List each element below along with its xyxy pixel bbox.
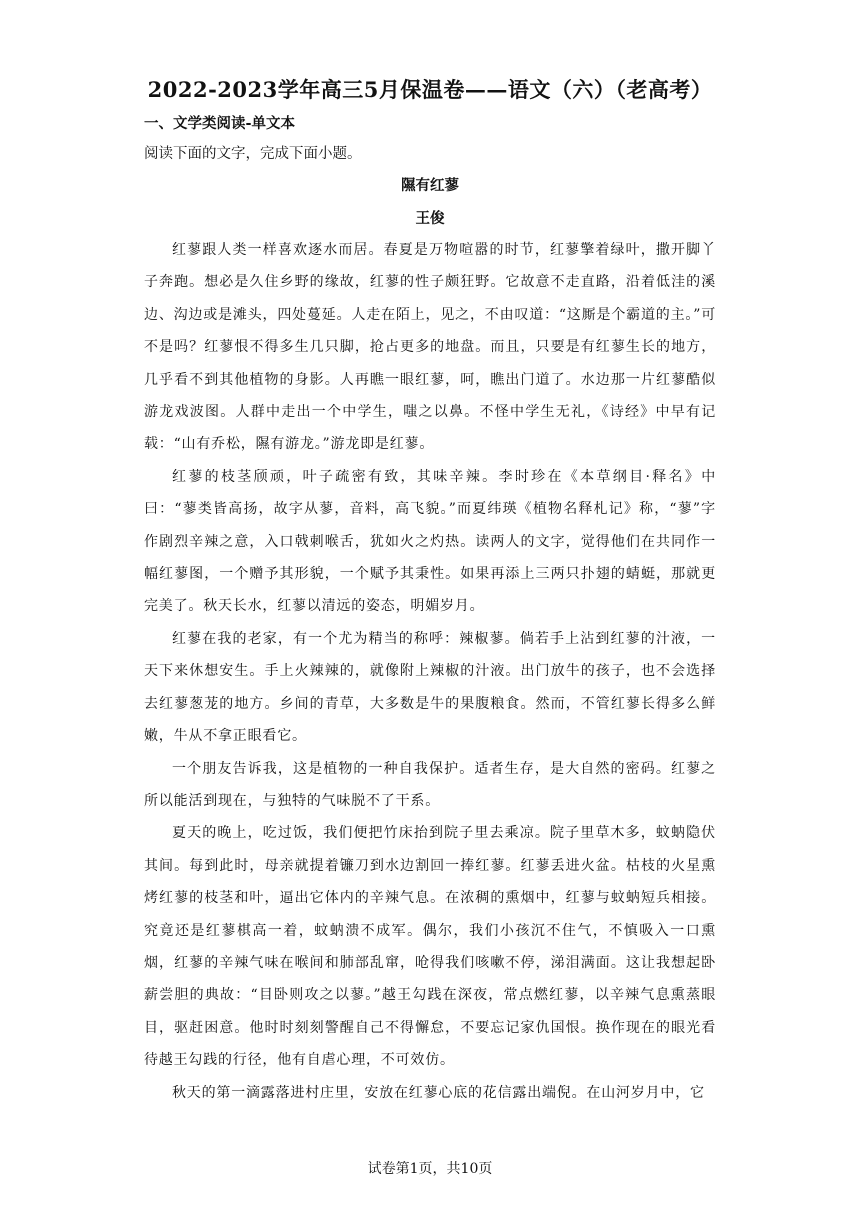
article-paragraph: 红蓼跟人类一样喜欢逐水而居。春夏是万物喧嚣的时节，红蓼擎着绿叶，撒开脚丫子奔跑。想必是久住乡野的缘故，红蓼的性子颇狂野。它故意不走直路，沿着低洼的溪边、沟边或是滩头，四处蔓延。人走在陌上，见之，不由叹道：“这厮是个霸道的主。”可不是吗？红蓼恨不得多生几只脚，抢占更多的地盘。而且，只要是有红蓼生长的地方，几乎看不到其他植物的身影。人再瞧一眼红蓼，呵，瞧出门道了。水边那一片红蓼酷似游龙戏波图。人群中走出一个中学生，嗤之以鼻。不怪中学生无礼，《诗经》中早有记载：“山有乔松，隰有游龙。”游龙即是红蓼。 (144, 242, 716, 453)
page-footer: 试卷第1页，共10页 (367, 1161, 493, 1177)
article-paragraph: 一个朋友告诉我，这是植物的一种自我保护。适者生存，是大自然的密码。红蓼之所以能活到现在，与独特的气味脱不了干系。 (144, 760, 716, 809)
section-heading: 一、文学类阅读-单文本 (144, 116, 296, 132)
article-paragraph: 红蓼在我的老家，有一个尤为精当的称呼：辣椒蓼。倘若手上沾到红蓼的汁液，一天下来休想安生。手上火辣辣的，就像附上辣椒的汁液。出门放牛的孩子，也不会选择去红蓼葱茏的地方。乡间的青草，大多数是牛的果腹粮食。然而，不管红蓼长得多么鲜嫩，牛从不拿正眼看它。 (144, 630, 716, 745)
article-paragraph: 秋天的第一滴露落进村庄里，安放在红蓼心底的花信露出端倪。在山河岁月中，它 (172, 1084, 705, 1101)
reading-instruction: 阅读下面的文字，完成下面小题。 (144, 146, 362, 162)
exam-title: 2022-2023学年高三5月保温卷——语文（六）（老高考） (147, 77, 713, 102)
article-author: 王俊 (415, 211, 445, 227)
article-paragraph: 夏天的晚上，吃过饭，我们便把竹床抬到院子里去乘凉。院子里草木多，蚊蚋隐伏其间。每到此时，母亲就提着镰刀到水边割回一捧红蓼。红蓼丢进火盆。枯枝的火星熏烤红蓼的枝茎和叶，逼出它体内的辛辣气息。在浓稠的熏烟中，红蓼与蚊蚋短兵相接。究竟还是红蓼棋高一着，蚊蚋溃不成军。偶尔，我们小孩沉不住气，不慎吸入一口熏烟，红蓼的辛辣气味在喉间和肺部乱窜，呛得我们咳嗽不停，涕泪满面。这让我想起卧薪尝胆的典故：“目卧则攻之以蓼。”越王勾践在深夜，常点燃红蓼，以辛辣气息熏蒸眼目，驱赶困意。他时时刻刻警醒自己不得懈怠，不要忘记家仇国恨。换作现在的眼光看待越王勾践的行径，他有自虐心理，不可效仿。 (144, 825, 716, 1069)
article-paragraph: 红蓼的枝茎颀顽，叶子疏密有致，其味辛辣。李时珍在《本草纲目·释名》中曰：“蓼类皆高扬，故字从蓼，音料，高飞貌。”而夏纬瑛《植物名释札记》称，“蓼”字作剧烈辛辣之意，入口戟刺喉舌，犹如火之灼热。读两人的文字，觉得他们在共同作一幅红蓼图，一个赠予其形貌，一个赋予其秉性。如果再添上三两只扑翅的蜻蜓，那就更完美了。秋天长水，红蓼以清远的姿态，明媚岁月。 (144, 468, 716, 615)
article-title: 隰有红蓼 (401, 178, 459, 194)
article-body (144, 234, 716, 1109)
